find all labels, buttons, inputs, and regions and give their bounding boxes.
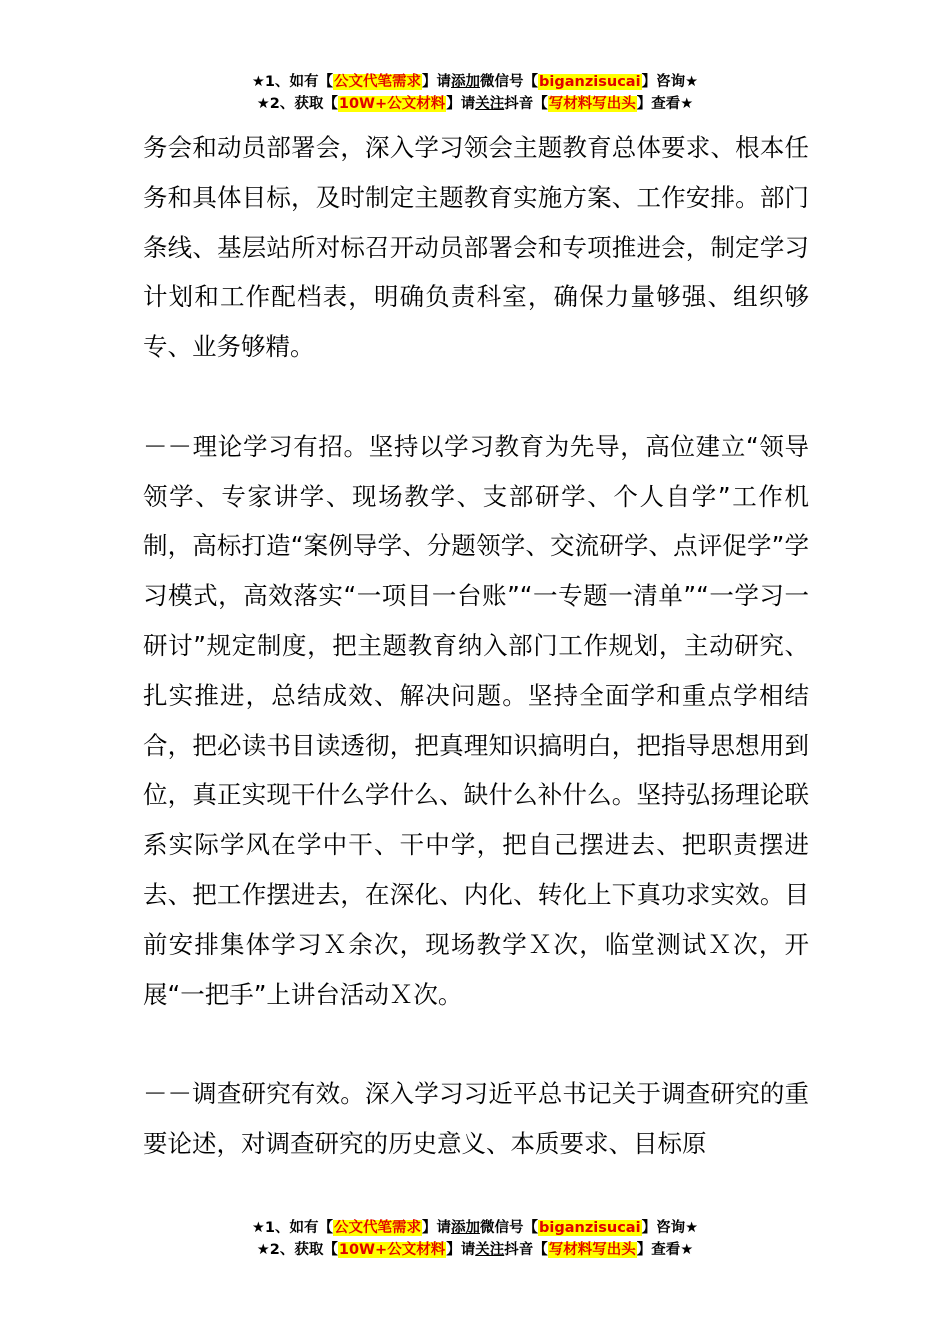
banner-line-2: ★2、获取【10W+公文材料】请关注抖音【写材料写出头】查看★	[256, 1242, 694, 1258]
banner-line-2: ★2、获取【10W+公文材料】请关注抖音【写材料写出头】查看★	[256, 96, 694, 112]
paragraph-theory-study: －－理论学习有招。坚持以学习教育为先导，高位建立“领导领学、专家讲学、现场教学、支部研学、个人自学”工作机制，高标打造“案例导学、分题领学、交流研学、点评促学”学习模式，高效落实“一项目一台账”“一专题一清单”“一学习一研讨”规定制度，把主题教育纳入部门工作规划，主动研究、扎实推进，总结成效、解决问题。坚持全面学和重点学相结合，把必读书目读透彻，把真理知识搞明白，把指导思想用到位，真正实现干什么学什么、缺什么补什么。坚持弘扬理论联系实际学风在学中干、干中学，把自己摆进去、把职责摆进去、把工作摆进去，在深化、内化、转化上下真功求实效。目前安排集体学习Ｘ余次，现场教学Ｘ次，临堂测试Ｘ次，开展“一把手”上讲台活动Ｘ次。	[143, 431, 809, 1009]
banner-line-1: ★1、如有【公文代笔需求】请添加微信号【biganzisucai】咨询★	[251, 74, 699, 90]
paragraph-research: －－调查研究有效。深入学习习近平总书记关于调查研究的重要论述，对调查研究的历史意义、本质要求、目标原	[143, 1079, 809, 1158]
paragraph-spacer	[143, 1019, 809, 1069]
highlight-materials: 10W+公文材料	[338, 1242, 446, 1258]
highlight-service: 公文代笔需求	[334, 1220, 422, 1236]
highlight-wechat-id: biganzisucai	[539, 1220, 641, 1236]
banner-line-1: ★1、如有【公文代笔需求】请添加微信号【biganzisucai】咨询★	[251, 1220, 699, 1236]
highlight-materials: 10W+公文材料	[338, 96, 446, 112]
highlight-service: 公文代笔需求	[334, 74, 422, 90]
footer-banner	[0, 1217, 950, 1261]
paragraph-continuation: 务会和动员部署会，深入学习领会主题教育总体要求、根本任务和具体目标，及时制定主题教育实施方案、工作安排。部门条线、基层站所对标召开动员部署会和专项推进会，制定学习计划和工作配档表，明确负责科室，确保力量够强、组织够专、业务够精。	[143, 133, 809, 362]
document-body	[143, 123, 809, 1169]
highlight-douyin: 写材料写出头	[548, 96, 636, 112]
header-banner	[0, 71, 950, 115]
highlight-wechat-id: biganzisucai	[539, 74, 641, 90]
paragraph-spacer	[143, 372, 809, 422]
highlight-douyin: 写材料写出头	[548, 1242, 636, 1258]
